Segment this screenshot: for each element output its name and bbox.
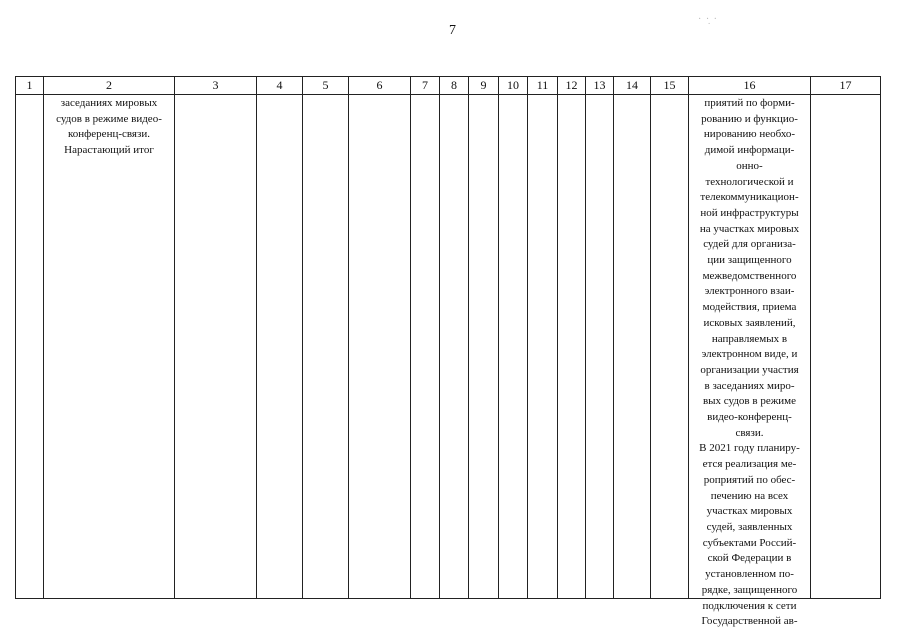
- text-line: исковых заявлений,: [703, 316, 796, 329]
- text-line: конференц-связи.: [68, 128, 150, 141]
- table-cell: [558, 95, 586, 599]
- text-line: связи.: [735, 426, 764, 439]
- text-line: роприятий по обес-: [703, 473, 796, 486]
- document-table: [15, 76, 881, 628]
- column-header: 13: [586, 77, 614, 95]
- text-line: ской Федерации в: [707, 552, 792, 565]
- text-line: ции защищенного: [707, 254, 792, 267]
- table-cell: [303, 95, 349, 599]
- column-header: 1: [16, 77, 44, 95]
- text-line: на участках мировых: [699, 222, 800, 235]
- text-line: технологической и: [705, 175, 794, 188]
- text-line: подключения к сети: [702, 599, 797, 612]
- table-cell: [440, 95, 469, 599]
- text-line: нированию необхо-: [703, 128, 796, 141]
- text-line: В 2021 году планиру-: [699, 442, 800, 455]
- column-header: 15: [651, 77, 689, 95]
- text-line: направляемых в: [711, 332, 788, 345]
- text-line: межведомственного: [702, 269, 797, 282]
- column-header: 10: [499, 77, 528, 95]
- column-header: 2: [44, 77, 175, 95]
- text-line: субъектами Россий-: [702, 536, 797, 549]
- column-header: 14: [614, 77, 651, 95]
- table-cell: [349, 95, 411, 599]
- table-cell: [586, 95, 614, 599]
- text-line: судов в режиме видео-: [56, 112, 162, 125]
- table-cell: [175, 95, 257, 599]
- text-line: печению на всех: [710, 489, 789, 502]
- text-line: онно-: [736, 159, 763, 172]
- column-header: 16: [689, 77, 811, 95]
- text-line: установленном по-: [705, 568, 794, 581]
- table-cell: [257, 95, 303, 599]
- table-cell: [811, 95, 881, 599]
- text-line: приятий по форми-: [704, 97, 795, 109]
- table-cell: [411, 95, 440, 599]
- text-line: электронного взаи-: [704, 285, 795, 298]
- text-line: заседаниях мировых: [60, 97, 158, 109]
- table-cell-col2: [44, 95, 175, 599]
- column-header: 4: [257, 77, 303, 95]
- text-line: ной инфраструктуры: [700, 206, 799, 219]
- column-header: 8: [440, 77, 469, 95]
- text-line: модействия, приема: [702, 301, 797, 314]
- scan-artifact-top: · ·̣ ·: [698, 14, 718, 25]
- column-header: 6: [349, 77, 411, 95]
- table-cell: [16, 95, 44, 599]
- table-header-row: [16, 77, 881, 95]
- column-header: 7: [411, 77, 440, 95]
- table-cell: [469, 95, 499, 599]
- text-line: ется реализация ме-: [702, 458, 797, 471]
- col16-text: [689, 95, 810, 630]
- column-header: 17: [811, 77, 881, 95]
- text-line: судей, заявленных: [706, 520, 793, 533]
- column-header: 5: [303, 77, 349, 95]
- table-row: [16, 95, 881, 599]
- text-line: электронном виде, и: [701, 348, 798, 361]
- table-cell: [499, 95, 528, 599]
- page-number: 7: [449, 23, 456, 38]
- table-cell: [528, 95, 558, 599]
- text-line: Государственной ав-: [701, 615, 798, 628]
- table-cell-col16: [689, 95, 811, 628]
- column-header: 9: [469, 77, 499, 95]
- col2-text: [44, 95, 174, 159]
- text-line: димой информаци-: [704, 144, 795, 157]
- text-line: Нарастающий итог: [64, 144, 154, 157]
- text-line: организации участия: [700, 363, 799, 376]
- text-line: вых судов в режиме: [702, 395, 797, 408]
- text-line: участках мировых: [706, 505, 793, 518]
- text-line: судей для организа-: [703, 238, 796, 251]
- text-line: видео-конференц-: [707, 411, 792, 424]
- column-header: 12: [558, 77, 586, 95]
- column-header: 3: [175, 77, 257, 95]
- text-line: рядке, защищенного: [701, 583, 798, 596]
- text-line: рованию и функцио-: [701, 112, 798, 125]
- text-line: телекоммуникацион-: [700, 191, 799, 204]
- table-cell: [614, 95, 651, 599]
- table-cell: [651, 95, 689, 599]
- column-header: 11: [528, 77, 558, 95]
- text-line: в заседаниях миро-: [704, 379, 795, 392]
